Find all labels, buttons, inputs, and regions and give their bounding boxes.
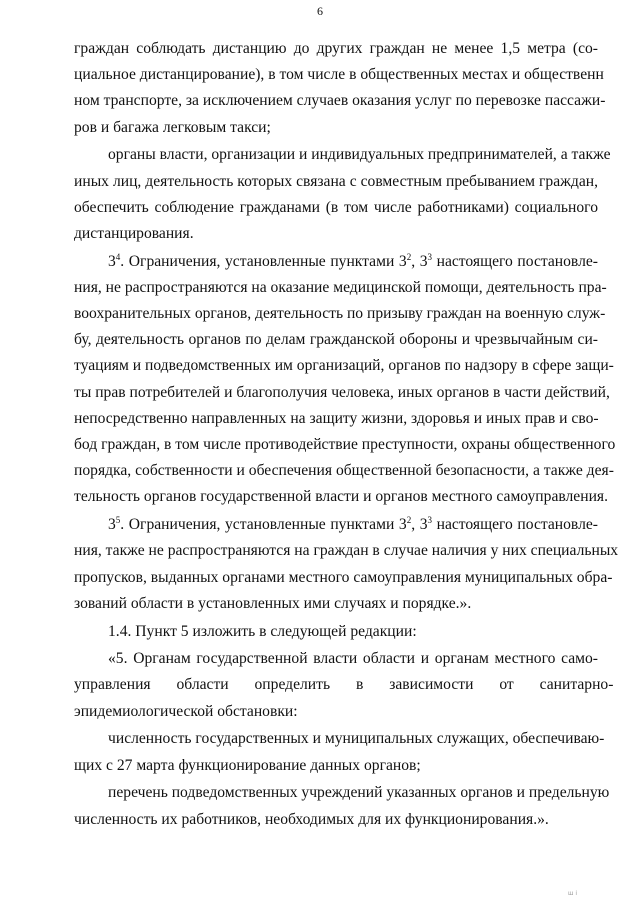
text-fragment: . Ограничения, установленные пунктами 3	[120, 252, 407, 270]
document-body	[74, 36, 619, 833]
text-line: перечень подведомственных учреждений указанных органов и предельную	[108, 784, 610, 802]
text-line: эпидемиологической обстановки:	[74, 702, 298, 720]
superscript: 2	[406, 251, 412, 262]
paragraph-1-4	[74, 619, 598, 645]
clause-number: 3	[108, 516, 116, 534]
text-fragment: , 3	[411, 252, 428, 270]
footer-mark: ш і	[568, 890, 578, 897]
text-line: ния, не распространяются на оказание медицинской помощи, деятельность пра-	[74, 278, 607, 296]
text-line: иных лиц, деятельность которых связана с совместным пребыванием граждан,	[74, 172, 598, 190]
text-fragment: , 3	[411, 516, 428, 534]
text-line: циальное дистанцирование), в том числе в общественных местах и общественн	[74, 66, 604, 84]
text-line: обеспечить соблюдение гражданами (в том числе работниками) социального	[74, 198, 598, 216]
superscript: 3	[427, 515, 433, 526]
text-line: дистанцирования.	[74, 224, 194, 242]
superscript: 4	[115, 251, 121, 262]
text-fragment: настоящего постановле-	[432, 252, 598, 270]
paragraph-organizations	[74, 142, 611, 247]
paragraph-3-4	[74, 249, 616, 511]
clause-number: 3	[108, 252, 116, 270]
text-line: «5. Органам государственной власти области и органам местного само-	[108, 650, 598, 668]
text-line: пропусков, выданных органами местного самоуправления муниципальных обра-	[74, 568, 613, 586]
paragraph-5	[74, 646, 614, 725]
text-line	[74, 249, 598, 275]
text-line: управления области определить в зависимости от санитарно-	[74, 676, 614, 694]
text-line: непосредственно направленных на защиту жизни, здоровья и иных прав и сво-	[74, 409, 599, 427]
text-line: бу, деятельность органов по делам гражданской обороны и чрезвычайным си-	[74, 331, 598, 349]
text-line: органы власти, организации и индивидуальных предпринимателей, а также	[108, 146, 611, 164]
paragraph-staff-count	[74, 726, 605, 778]
text-fragment: . Ограничения, установленные пунктами 3	[120, 516, 407, 534]
superscript: 3	[427, 251, 433, 262]
text-line: 1.4. Пункт 5 изложить в следующей редакции:	[108, 622, 417, 640]
text-line: ном транспорте, за исключением случаев оказания услуг по перевозке пассажи-	[74, 92, 606, 110]
paragraph-3-5	[74, 512, 619, 617]
text-line: граждан соблюдать дистанцию до других граждан не менее 1,5 метра (со-	[74, 40, 598, 57]
text-line: бод граждан, в том числе противодействие преступности, охраны общественного	[74, 436, 616, 453]
superscript: 5	[115, 515, 121, 526]
text-line: тельность органов государственной власти и органов местного самоуправления.	[74, 488, 608, 506]
text-line: порядка, собственности и обеспечения общественной безопасности, а также дея-	[74, 462, 614, 480]
superscript: 2	[406, 515, 412, 526]
text-line: ты прав потребителей и благополучия человека, иных органов в части действий,	[74, 383, 610, 401]
text-line: ния, также не распространяются на граждан в случае наличия у них специальных	[74, 542, 619, 560]
text-line	[74, 512, 598, 538]
text-line: туациям и подведомственных им организаций, органов по надзору в сфере защи-	[74, 357, 614, 375]
page-number: 6	[317, 4, 323, 18]
paragraph-institutions	[74, 780, 610, 832]
text-line: зований области в установленных ими случаях и порядке.».	[74, 594, 472, 612]
text-line: ров и багажа легковым такси;	[74, 118, 271, 136]
paragraph-distancing	[74, 36, 606, 141]
text-line: численность государственных и муниципальных служащих, обеспечиваю-	[108, 730, 605, 748]
text-line: воохранительных органов, деятельность по призыву граждан на военную служ-	[74, 305, 606, 323]
text-line: щих с 27 марта функционирование данных органов;	[74, 756, 421, 774]
text-fragment: настоящего постановле-	[432, 516, 598, 534]
text-line: численность их работников, необходимых для их функционирования.».	[74, 810, 549, 828]
